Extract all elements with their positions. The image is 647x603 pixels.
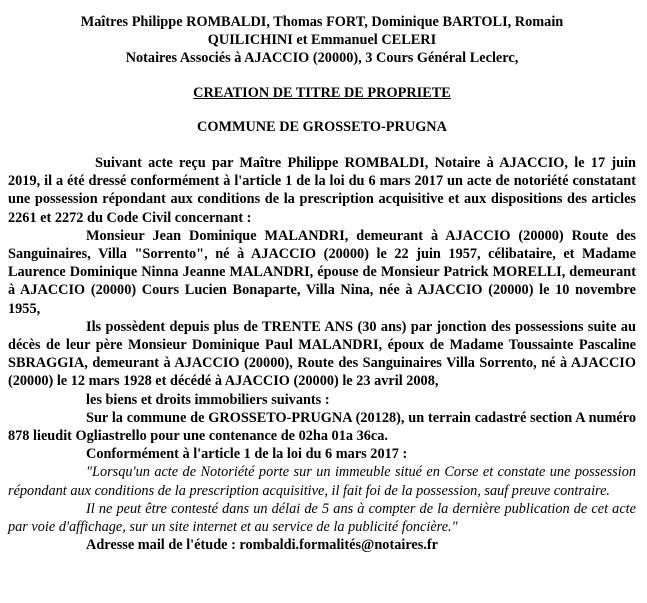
- paragraph-email: Adresse mail de l'étude : rombaldi.formalités@notaires.fr: [86, 537, 439, 554]
- paragraph-intro: Suivant acte reçu par Maître Philippe ROMBALDI, Notaire à AJACCIO, le 17 juin 2019, il a été dressé conformément à l'article 1 de la loi du 6 mars 2017 un acte de notoriété constatant une possession répondant aux conditions de la prescription acquisitive et aux dispositions des articles 2261 et 2272 du Code Civil concernant :: [8, 155, 636, 226]
- paragraph-possession: Ils possèdent depuis plus de TRENTE ANS (30 ans) par jonction des possessions suite au décès de leur père Monsieur Dominique Paul MALANDRI, époux de Madame Toussainte Pascaline SBRAGGIA, demeurant à AJACCIO (20000), Route des Sanguinaires Villa Sorrento, né à AJACCIO (20000) le 12 mars 1928 et décédé à AJACCIO (20000) le 23 avril 2008,: [8, 318, 636, 390]
- paragraph-quote-1: "Lorsqu'un acte de Notoriété porte sur un immeuble situé en Corse et constate une possession répondant aux conditions de la prescription acquisitive, il fait foi de la possession, sauf preuve contraire.: [8, 464, 636, 499]
- notice-body: [8, 154, 636, 554]
- notary-header: [8, 13, 636, 68]
- paragraph-quote-2: Il ne peut être contesté dans un délai de 5 ans à compter de la dernière publication de cet acte par voie d'affichage, sur un site internet et au service de la publicité foncière.": [8, 500, 636, 536]
- commune-heading: COMMUNE DE GROSSETO-PRUGNA: [197, 118, 447, 135]
- header-line-1: Maîtres Philippe ROMBALDI, Thomas FORT, Dominique BARTOLI, Romain: [80, 14, 564, 30]
- paragraph-terrain: Sur la commune de GROSSETO-PRUGNA (20128), un terrain cadastré section A numéro 878 lieudit Ogliastrello pour une contenance de 02ha 01a 36ca.: [8, 409, 636, 445]
- paragraph-parties: Monsieur Jean Dominique MALANDRI, demeurant à AJACCIO (20000) Route des Sanguinaires, Villa "Sorrento", né à AJACCIO (20000) le 22 juin 1957, célibataire, et Madame Laurence Dominique Ninna Jeanne MALANDRI, épouse de Monsieur Patrick MORELLI, demeurant à AJACCIO (20000) Cours Lucien Bonaparte, Villa Nina, née à AJACCIO (20000) le 10 novembre 1955,: [8, 227, 636, 317]
- notice-document: [8, 13, 636, 554]
- paragraph-conformement: Conformément à l'article 1 de la loi du 6 mars 2017 :: [86, 446, 408, 463]
- notice-title: CREATION DE TITRE DE PROPRIETE: [193, 84, 451, 101]
- paragraph-biens: les biens et droits immobiliers suivants :: [86, 391, 330, 408]
- header-line-2: QUILICHINI et Emmanuel CELERI: [207, 32, 437, 49]
- header-line-3: Notaires Associés à AJACCIO (20000), 3 Cours Général Leclerc,: [125, 50, 519, 67]
